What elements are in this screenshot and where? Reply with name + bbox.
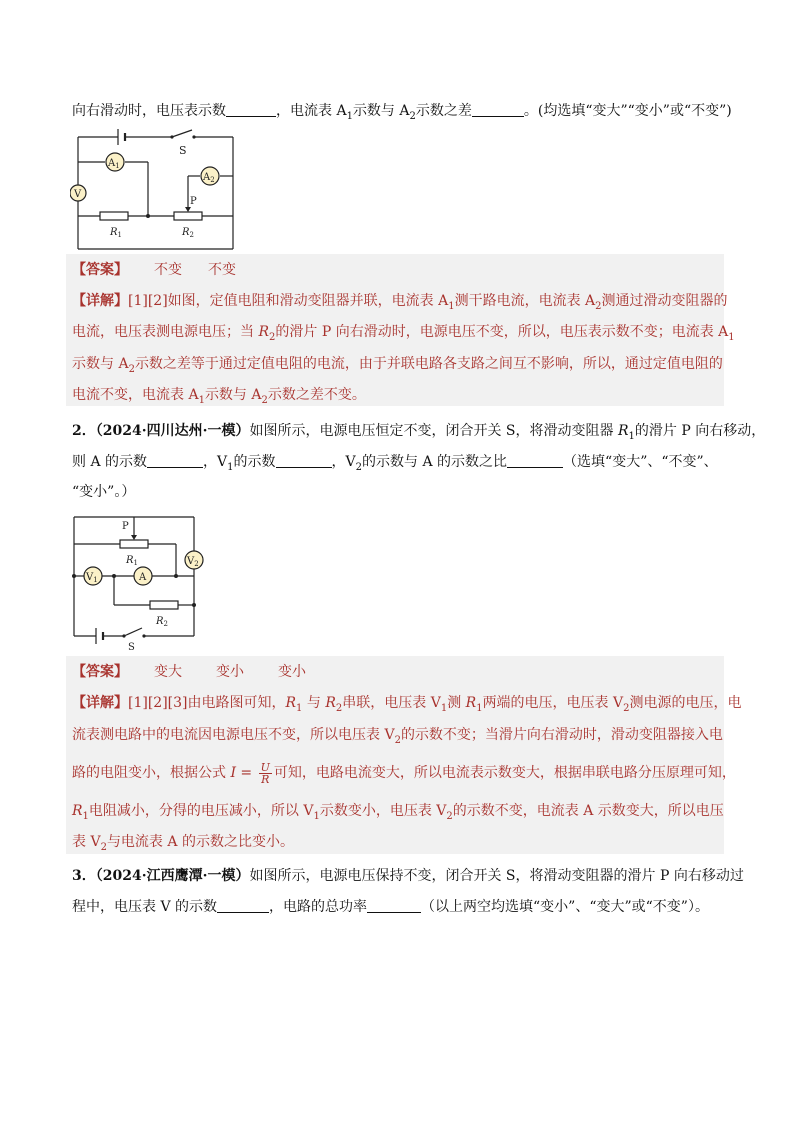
svg-text:A: A <box>139 572 147 583</box>
answer-blank <box>226 102 276 117</box>
q2-detail-line-3: 路的电阻变小，根据公式 I = $\frac{U}{R}$ 可知，电路电流变大，所以电流表示数变大，根据串联电路分压原理可知， <box>72 760 736 786</box>
q3-question-line-2: 程中，电压表 V 的示数 ，电路的总功率 （以上两空均选填“变小”、“变大”或“不变”）。 <box>72 899 709 915</box>
ammeter-a1 <box>106 153 124 171</box>
svg-text:S: S <box>128 642 135 652</box>
svg-text:P: P <box>190 196 197 207</box>
voltmeter-v2 <box>185 551 203 569</box>
switch-icon <box>170 135 173 138</box>
q1-detail-line-3: 示数与 $A_2$示数之差等于通过定值电阻的电流，由于并联电路各支路之间互不影响，所以，通过定值电阻的 <box>72 356 723 375</box>
formula-fraction: $\frac{U}{R}$ <box>260 760 270 786</box>
battery-icon <box>118 129 125 145</box>
ammeter-a <box>134 567 152 585</box>
q1-circuit-diagram <box>70 124 240 254</box>
voltmeter-v1 <box>84 567 102 585</box>
label-r1: $R_1$ <box>110 227 122 239</box>
switch-icon <box>122 634 125 637</box>
q2-question-line-2: 则 A 的示数 ，$V_1$的示数 ，$V_2$的示数与 A 的示数之比 （选填“变大”、“不变”、 <box>72 454 718 473</box>
q1-detail-line-4: 电流不变，电流表 $A_1$示数与 $A_2$示数之差不变。 <box>72 387 366 406</box>
q2-circuit-diagram <box>68 512 208 652</box>
svg-text:V1: $V_1$ <box>86 572 98 584</box>
ammeter-a2 <box>201 167 219 185</box>
q2-detail-line-4: $R_1$电阻减小，分得的电压减小，所以 $V_1$示数变小，电压表 $V_2$的示数不变，电流表 A 示数变大，所以电压 <box>72 803 724 822</box>
answer-blank <box>367 898 421 913</box>
label-r2: $R_2$ <box>182 227 194 239</box>
q1-detail-line-1: 【详解】[1][2]如图，定值电阻和滑动变阻器并联，电流表 $A_1$测干路电流，电流表 $A_2$测通过滑动变阻器的 <box>72 293 728 312</box>
svg-text:S: S <box>179 144 187 157</box>
q1-answer: 【答案】 不变 不变 <box>72 262 236 278</box>
answer-blank <box>276 453 332 468</box>
q2-question-line-3: “变小”。） <box>72 484 136 500</box>
q2-detail-line-1: 【详解】[1][2][3]由电路图可知，$R_1$ 与 $R_2$串联，电压表 $V_1$测 $R_1$两端的电压，电压表 $V_2$测电源的电压，电 <box>72 695 742 714</box>
label-r1: $R_1$ <box>126 555 138 567</box>
answer-blank <box>147 453 203 468</box>
slider-arrow-icon <box>131 535 137 540</box>
q2-detail-line-2: 流表测电路中的电流因电源电压不变，所以电压表 $V_2$的示数不变；当滑片向右滑动时，滑动变阻器接入电 <box>72 727 723 746</box>
svg-text:V2: $V_2$ <box>187 556 199 568</box>
q2-answer: 【答案】 变大 变小 变小 <box>72 664 306 680</box>
svg-text:A1: $A_1$ <box>108 158 120 170</box>
slider-arrow-icon <box>185 207 191 212</box>
q1-question-line: 向右滑动时，电压表示数 ，电流表 $A_1$示数与 $A_2$示数之差 。(均选填“变大”“变小”或“不变”) <box>72 103 732 122</box>
q2-question-line-1: 2．（2024·四川达州·一模）如图所示，电源电压恒定不变，闭合开关 S，将滑动变阻器 $R_1$的滑片 P 向右移动， <box>72 423 766 442</box>
q2-detail-line-5: 表 $V_2$与电流表 A 的示数之比变小。 <box>72 834 294 853</box>
voltmeter-v <box>70 185 86 201</box>
answer-blank <box>217 898 269 913</box>
svg-text:A2: $A_2$ <box>203 172 215 184</box>
q3-question-line-1: 3．（2024·江西鹰潭·一模）如图所示，电源电压保持不变，闭合开关 S，将滑动变阻器的滑片 P 向右移动过 <box>72 868 744 884</box>
answer-blank <box>507 453 563 468</box>
answer-blank <box>472 102 524 117</box>
svg-text:V: V <box>74 189 82 200</box>
q1-detail-line-2: 电流，电压表测电源电压；当 $R_2$的滑片 P 向右滑动时，电源电压不变，所以，电压表示数不变；电流表 $A_1$ <box>72 324 735 343</box>
label-r2: $R_2$ <box>156 616 168 628</box>
battery-icon <box>96 628 103 644</box>
svg-text:P: P <box>122 521 129 532</box>
